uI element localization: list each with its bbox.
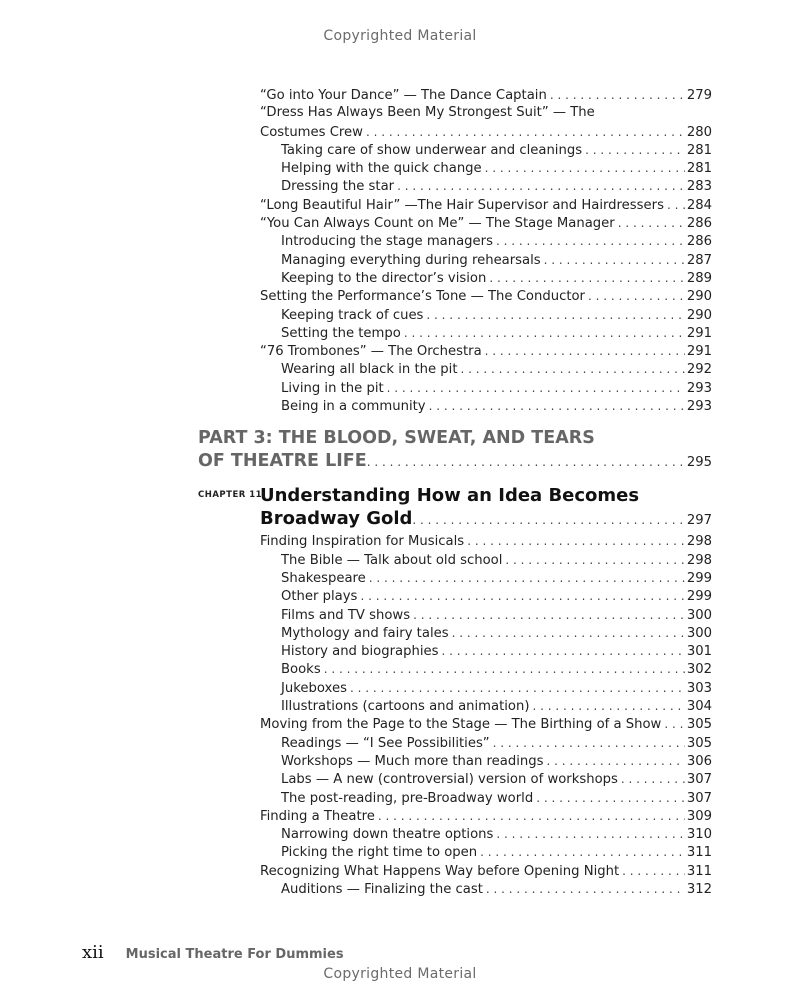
toc-subentry[interactable] bbox=[281, 642, 712, 660]
dot-leader bbox=[461, 360, 685, 378]
dot-leader bbox=[378, 807, 685, 825]
toc-entry-page-number: 293 bbox=[686, 380, 712, 396]
dot-leader bbox=[496, 825, 684, 843]
toc-entry-title: Keeping to the director’s vision bbox=[281, 270, 487, 286]
toc-subentry[interactable] bbox=[281, 379, 712, 397]
toc-entry-page-number: 279 bbox=[686, 88, 712, 103]
dot-leader bbox=[667, 196, 685, 214]
dot-leader bbox=[485, 342, 685, 360]
toc-entry-title: Mythology and fairy tales bbox=[281, 625, 449, 641]
dot-leader bbox=[387, 379, 685, 397]
toc-entry[interactable] bbox=[260, 715, 712, 733]
toc-subentry[interactable] bbox=[281, 697, 712, 715]
dot-leader bbox=[505, 551, 684, 569]
toc-entry-title: Jukeboxes bbox=[281, 680, 347, 696]
toc-entry[interactable] bbox=[260, 196, 712, 214]
toc-entry-page-number: 292 bbox=[686, 362, 712, 378]
toc-subentry[interactable] bbox=[281, 159, 712, 177]
toc-chapter-heading[interactable] bbox=[0, 484, 800, 532]
dot-leader bbox=[485, 159, 685, 177]
toc-entry-page-number: 305 bbox=[686, 717, 712, 733]
toc-entry-page-number: 291 bbox=[686, 344, 712, 360]
dot-leader bbox=[486, 880, 685, 898]
folio-page-number: xii bbox=[82, 942, 104, 963]
toc-entry[interactable] bbox=[260, 532, 712, 550]
toc-entry-title: “Long Beautiful Hair” —The Hair Supervisor and Hairdressers bbox=[260, 197, 664, 213]
toc-entry-page-number: 301 bbox=[686, 644, 712, 660]
toc-subentry[interactable] bbox=[281, 360, 712, 378]
toc-entry-title: Auditions — Finalizing the cast bbox=[281, 881, 483, 897]
copyright-watermark-bottom: Copyrighted Material bbox=[323, 966, 477, 982]
dot-leader bbox=[367, 451, 685, 474]
toc-subentry[interactable] bbox=[281, 679, 712, 697]
toc-entry-page-number: 305 bbox=[686, 735, 712, 751]
chapter-page-number: 297 bbox=[686, 513, 712, 529]
toc-subentry[interactable] bbox=[281, 825, 712, 843]
toc-entry-title: Costumes Crew bbox=[260, 124, 363, 140]
toc-entry-page-number: 303 bbox=[686, 680, 712, 696]
dot-leader bbox=[621, 770, 685, 788]
toc-entry-page-number: 287 bbox=[686, 252, 712, 268]
toc-entry-page-number: 283 bbox=[686, 179, 712, 195]
table-of-contents bbox=[0, 86, 800, 898]
toc-entry-page-number: 298 bbox=[686, 552, 712, 568]
toc-entry-page-number: 298 bbox=[686, 534, 712, 550]
toc-entry-page-number: 284 bbox=[686, 197, 712, 213]
toc-subentry[interactable] bbox=[281, 734, 712, 752]
toc-subentry[interactable] bbox=[281, 551, 712, 569]
dot-leader bbox=[480, 843, 685, 861]
toc-entry-page-number: 311 bbox=[686, 863, 712, 879]
part-title-line2: OF THEATRE LIFE bbox=[198, 451, 367, 472]
dot-leader bbox=[369, 569, 685, 587]
dot-leader bbox=[366, 123, 685, 141]
toc-subentry[interactable] bbox=[281, 770, 712, 788]
toc-entry-title: Setting the Performance’s Tone — The Conductor bbox=[260, 289, 585, 305]
dot-leader bbox=[452, 624, 685, 642]
dot-leader bbox=[324, 660, 685, 678]
dot-leader bbox=[397, 177, 685, 195]
toc-entry-page-number: 290 bbox=[686, 307, 712, 323]
toc-entry-page-number: 281 bbox=[686, 161, 712, 177]
chapter-label: CHAPTER 11: bbox=[198, 490, 266, 501]
toc-entry-page-number: 300 bbox=[686, 625, 712, 641]
toc-entry-title: Wearing all black in the pit bbox=[281, 362, 458, 378]
toc-entry-title-line1: “Dress Has Always Been My Strongest Suit” — The bbox=[260, 105, 595, 121]
dot-leader bbox=[493, 734, 685, 752]
dot-leader bbox=[544, 251, 685, 269]
chapter-title-line2: Broadway Gold bbox=[260, 508, 413, 530]
toc-subentry[interactable] bbox=[281, 141, 712, 159]
toc-entry-title: Moving from the Page to the Stage — The Birthing of a Show bbox=[260, 717, 662, 733]
toc-entry-title: History and biographies bbox=[281, 644, 439, 660]
toc-entry-page-number: 304 bbox=[686, 699, 712, 715]
dot-leader bbox=[547, 752, 685, 770]
toc-entry-title: Living in the pit bbox=[281, 380, 384, 396]
dot-leader bbox=[429, 397, 685, 415]
toc-entry-title: Taking care of show underwear and cleanings bbox=[281, 142, 583, 158]
toc-entry-title: The post-reading, pre-Broadway world bbox=[281, 790, 534, 806]
toc-entry-title: Introducing the stage managers bbox=[281, 234, 493, 250]
toc-entry-title: “Go into Your Dance” — The Dance Captain bbox=[260, 88, 547, 103]
toc-entry-page-number: 307 bbox=[686, 772, 712, 788]
dot-leader bbox=[585, 141, 685, 159]
dot-leader bbox=[404, 324, 685, 342]
part-page-number: 295 bbox=[686, 455, 712, 471]
dot-leader bbox=[550, 86, 685, 104]
toc-subentry[interactable] bbox=[281, 251, 712, 269]
toc-subentry[interactable] bbox=[281, 569, 712, 587]
toc-entry-page-number: 291 bbox=[686, 325, 712, 341]
toc-entry-page-number: 299 bbox=[686, 570, 712, 586]
toc-entry-page-number: 311 bbox=[686, 845, 712, 861]
dot-leader bbox=[664, 715, 684, 733]
toc-group-b bbox=[0, 532, 800, 898]
toc-entry-title: Shakespeare bbox=[281, 570, 366, 586]
toc-entry-title: Other plays bbox=[281, 589, 358, 605]
toc-entry-title: Books bbox=[281, 662, 321, 678]
part-title-line1: PART 3: THE BLOOD, SWEAT, AND TEARS bbox=[198, 428, 595, 449]
toc-entry-page-number: 300 bbox=[686, 607, 712, 623]
toc-entry[interactable] bbox=[260, 214, 712, 232]
dot-leader bbox=[467, 532, 685, 550]
toc-entry-page-number: 302 bbox=[686, 662, 712, 678]
toc-entry-title: Helping with the quick change bbox=[281, 161, 482, 177]
toc-entry[interactable] bbox=[260, 862, 712, 880]
toc-entry-title: Finding Inspiration for Musicals bbox=[260, 534, 465, 550]
dot-leader bbox=[350, 679, 685, 697]
toc-entry-page-number: 280 bbox=[686, 124, 712, 140]
toc-entry[interactable] bbox=[260, 123, 712, 141]
toc-entry-title: Illustrations (cartoons and animation) bbox=[281, 699, 530, 715]
dot-leader bbox=[536, 789, 685, 807]
dot-leader bbox=[441, 642, 684, 660]
toc-entry-page-number: 281 bbox=[686, 142, 712, 158]
toc-subentry[interactable] bbox=[281, 269, 712, 287]
toc-entry-page-number: 289 bbox=[686, 270, 712, 286]
dot-leader bbox=[412, 509, 684, 532]
toc-subentry[interactable] bbox=[281, 232, 712, 250]
toc-entry-title: Picking the right time to open bbox=[281, 845, 478, 861]
toc-entry-title: Dressing the star bbox=[281, 179, 395, 195]
dot-leader bbox=[533, 697, 685, 715]
toc-entry[interactable] bbox=[260, 342, 712, 360]
dot-leader bbox=[496, 232, 685, 250]
toc-entry[interactable] bbox=[260, 807, 712, 825]
toc-entry-title: Keeping track of cues bbox=[281, 307, 424, 323]
toc-entry-page-number: 307 bbox=[686, 790, 712, 806]
toc-entry-page-number: 286 bbox=[686, 234, 712, 250]
toc-entry-page-number: 290 bbox=[686, 289, 712, 305]
toc-entry-page-number: 309 bbox=[686, 808, 712, 824]
toc-entry-page-number: 299 bbox=[686, 589, 712, 605]
toc-entry-title: “You Can Always Count on Me” — The Stage Manager bbox=[260, 216, 615, 232]
toc-entry-page-number: 306 bbox=[686, 753, 712, 769]
toc-entry-page-number: 310 bbox=[686, 827, 712, 843]
dot-leader bbox=[360, 587, 684, 605]
toc-part-heading[interactable] bbox=[198, 427, 712, 474]
chapter-title-line1: Understanding How an Idea Becomes bbox=[260, 485, 640, 507]
toc-subentry[interactable] bbox=[281, 880, 712, 898]
toc-entry-page-number: 293 bbox=[686, 399, 712, 415]
toc-entry-title: Managing everything during rehearsals bbox=[281, 252, 541, 268]
toc-entry-title: Finding a Theatre bbox=[260, 808, 375, 824]
toc-subentry[interactable] bbox=[281, 752, 712, 770]
toc-entry-title: Labs — A new (controversial) version of workshops bbox=[281, 772, 618, 788]
toc-subentry[interactable] bbox=[281, 843, 712, 861]
toc-subentry[interactable] bbox=[281, 789, 712, 807]
dot-leader bbox=[622, 862, 685, 880]
dot-leader bbox=[489, 269, 685, 287]
dot-leader bbox=[588, 287, 685, 305]
copyright-watermark-top: Copyrighted Material bbox=[323, 28, 477, 44]
toc-entry-title: Workshops — Much more than readings bbox=[281, 753, 544, 769]
toc-subentry[interactable] bbox=[281, 624, 712, 642]
toc-subentry[interactable] bbox=[281, 587, 712, 605]
dot-leader bbox=[426, 306, 684, 324]
toc-entry-title: Narrowing down theatre options bbox=[281, 827, 494, 843]
toc-entry[interactable] bbox=[260, 287, 712, 305]
toc-entry-title: Being in a community bbox=[281, 399, 426, 415]
toc-subentry[interactable] bbox=[281, 660, 712, 678]
toc-entry-title: The Bible — Talk about old school bbox=[281, 552, 503, 568]
toc-subentry[interactable] bbox=[281, 397, 712, 415]
toc-entry-title: “76 Trombones” — The Orchestra bbox=[260, 344, 482, 360]
toc-entry-title: Readings — “I See Possibilities” bbox=[281, 735, 490, 751]
toc-entry-page-number: 312 bbox=[686, 881, 712, 897]
dot-leader bbox=[618, 214, 685, 232]
running-footer-book-title: Musical Theatre For Dummies bbox=[125, 947, 344, 962]
toc-entry-page-number: 286 bbox=[686, 216, 712, 232]
page-footer bbox=[82, 942, 344, 963]
toc-entry-title: Recognizing What Happens Way before Opening Night bbox=[260, 863, 620, 879]
toc-group-a bbox=[0, 86, 800, 415]
toc-subentry[interactable] bbox=[281, 306, 712, 324]
toc-subentry[interactable] bbox=[281, 177, 712, 195]
toc-subentry[interactable] bbox=[281, 606, 712, 624]
toc-entry[interactable] bbox=[260, 86, 712, 104]
toc-entry-title: Films and TV shows bbox=[281, 607, 411, 623]
dot-leader bbox=[413, 606, 685, 624]
toc-subentry[interactable] bbox=[281, 324, 712, 342]
toc-entry-title: Setting the tempo bbox=[281, 325, 401, 341]
